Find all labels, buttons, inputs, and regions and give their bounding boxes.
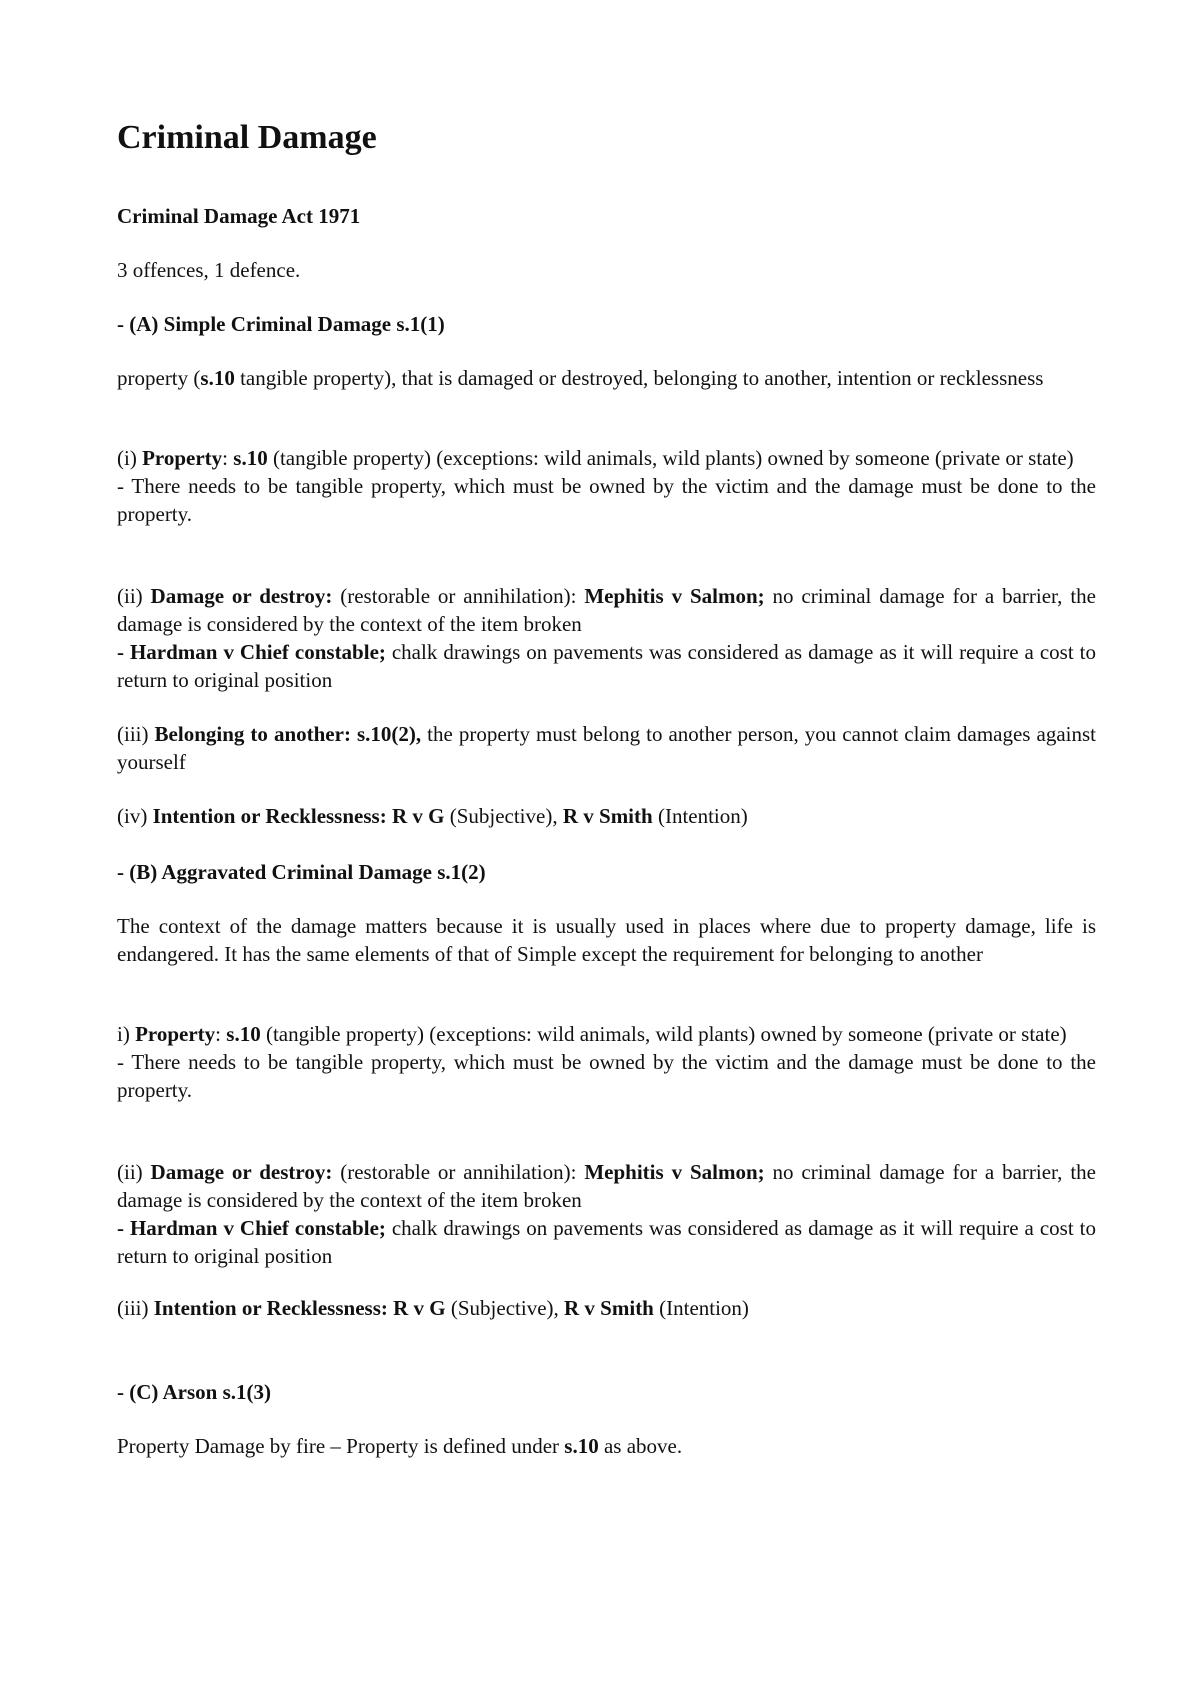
section-a-heading: - (A) Simple Criminal Damage s.1(1) — [117, 312, 445, 336]
document-title: Criminal Damage — [117, 119, 377, 156]
section-b-heading: - (B) Aggravated Criminal Damage s.1(2) — [117, 860, 486, 884]
section-b-damage: (ii) Damage or destroy: (restorable or annihilation): Mephitis v Salmon; no criminal damage for a barrier, the damage is considered by the context of the item broken - Hardman v Chief constable; chalk drawings on pavements was considered as damage as it will require a cost to return to original position — [117, 1160, 1096, 1268]
section-a-property: (i) Property: s.10 (tangible property) (exceptions: wild animals, wild plants) owned by someone (private or state) - There needs to be tangible property, which must be owned by the victim and the damage must be done to the property. — [117, 446, 1096, 526]
act-heading: Criminal Damage Act 1971 — [117, 204, 361, 228]
section-c-text: Property Damage by fire – Property is defined under s.10 as above. — [117, 1434, 683, 1458]
section-a-intro: property (s.10 tangible property), that is damaged or destroyed, belonging to another, intention or recklessness — [117, 366, 1044, 390]
section-b-intro: The context of the damage matters because it is usually used in places where due to property damage, life is endangered. It has the same elements of that of Simple except the requirement for belonging to another — [117, 914, 1096, 966]
document-page — [117, 0, 1096, 1696]
section-b-property: i) Property: s.10 (tangible property) (exceptions: wild animals, wild plants) owned by someone (private or state) - There needs to be tangible property, which must be owned by the victim and the damage must be done to the property. — [117, 1022, 1096, 1102]
offences-summary: 3 offences, 1 defence. — [117, 258, 301, 282]
section-a-property-note: - There needs to be tangible property, which must be owned by the victim and the damage must be done to the property. — [117, 474, 1096, 526]
section-b-property-note: - There needs to be tangible property, which must be owned by the victim and the damage must be done to the property. — [117, 1050, 1096, 1102]
section-a-belonging: (iii) Belonging to another: s.10(2), the property must belong to another person, you cannot claim damages against yourself — [117, 722, 1096, 774]
section-c-heading: - (C) Arson s.1(3) — [117, 1380, 271, 1404]
section-a-damage: (ii) Damage or destroy: (restorable or annihilation): Mephitis v Salmon; no criminal damage for a barrier, the damage is considered by the context of the item broken - Hardman v Chief constable; chalk drawings on pavements was considered as damage as it will require a cost to return to original position — [117, 584, 1096, 692]
section-a-intention: (iv) Intention or Recklessness: R v G (Subjective), R v Smith (Intention) — [117, 804, 748, 828]
section-b-intention: (iii) Intention or Recklessness: R v G (Subjective), R v Smith (Intention) — [117, 1296, 749, 1320]
